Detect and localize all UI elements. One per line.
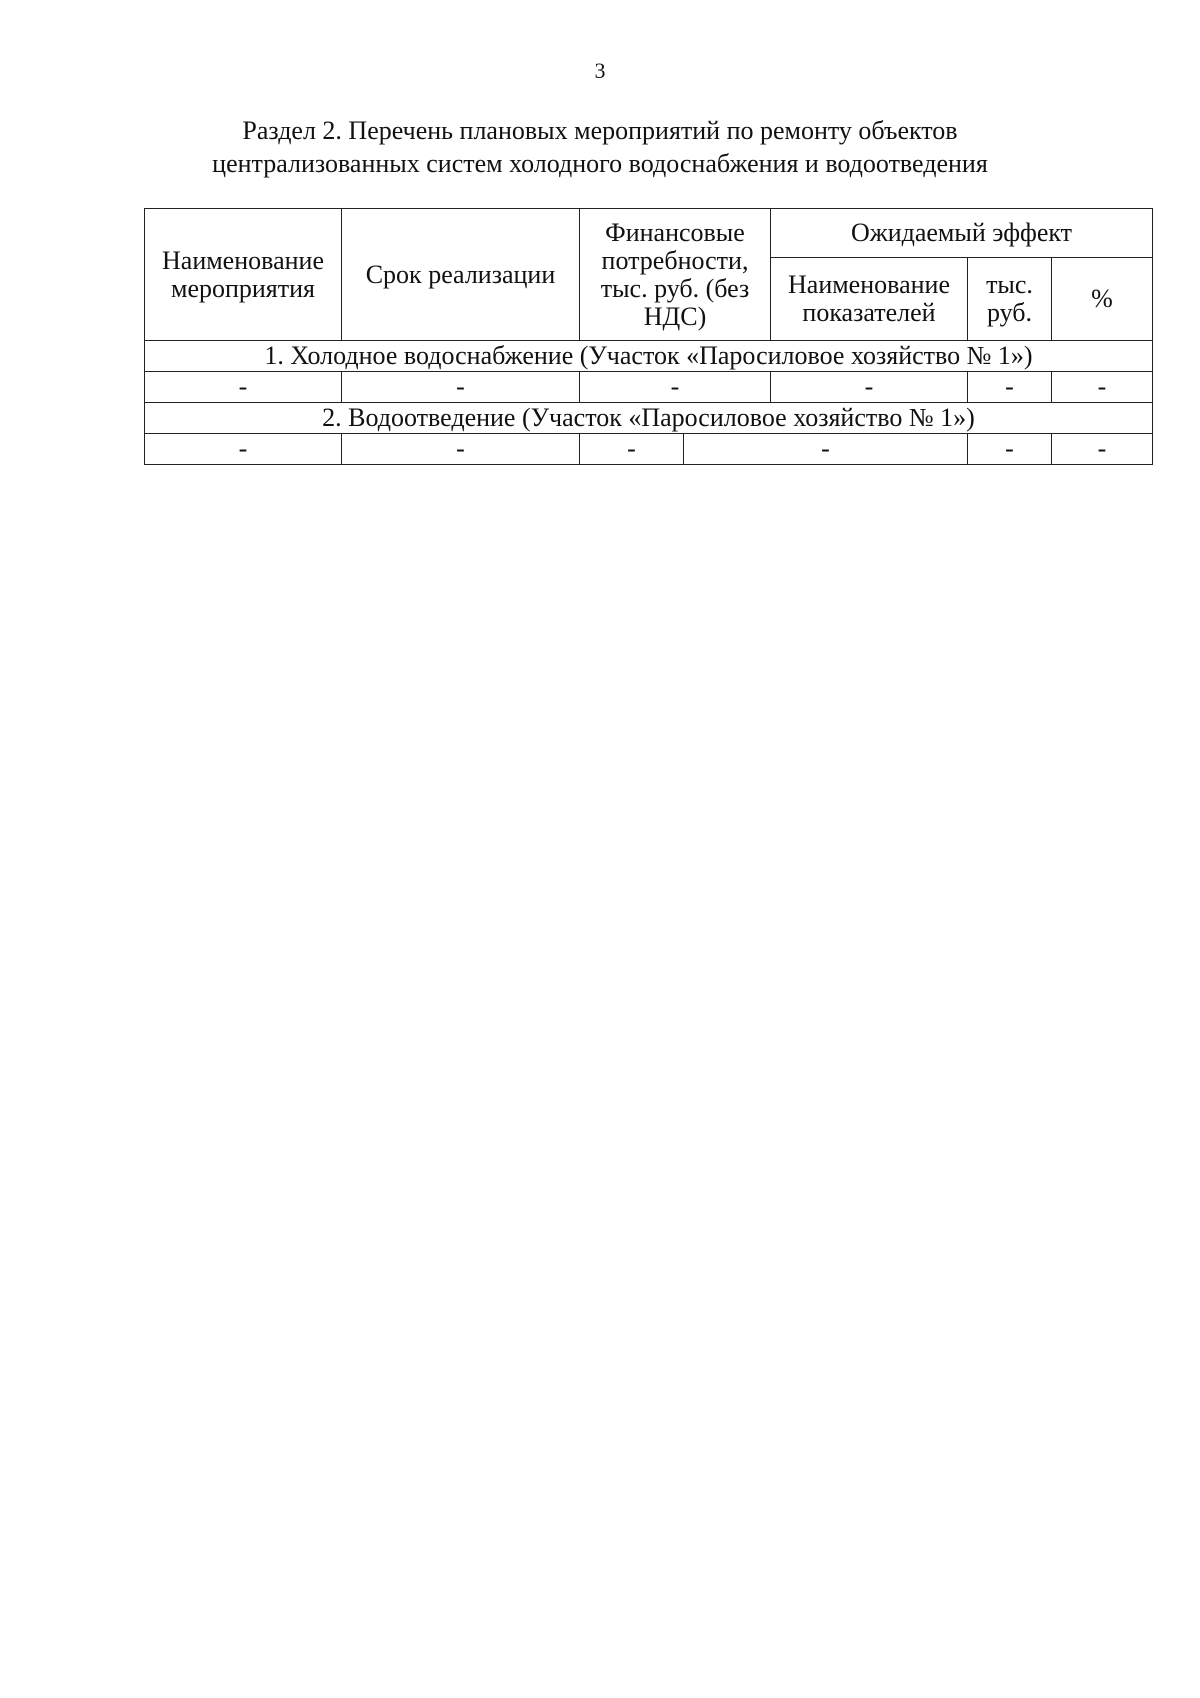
- cell-name: -: [145, 372, 342, 403]
- cell-finance: -: [580, 372, 771, 403]
- header-thousand-rub: тыс. руб.: [968, 258, 1052, 341]
- section-title-2: 2. Водоотведение (Участок «Паросиловое хозяйство № 1»): [145, 403, 1153, 434]
- section-row-2: [145, 403, 1153, 434]
- header-term: Срок реализации: [342, 209, 580, 341]
- plan-table: [144, 208, 1153, 465]
- header-name: Наименование мероприятия: [145, 209, 342, 341]
- header-finance: Финансовые потребности, тыс. руб. (без НДС): [580, 209, 771, 341]
- cell-thousand-rub: -: [968, 372, 1052, 403]
- header-row-main: [145, 209, 1153, 258]
- section-title: [0, 114, 1200, 180]
- cell-term: -: [342, 372, 580, 403]
- cell-percent: -: [1052, 372, 1153, 403]
- section-title-line-1: Раздел 2. Перечень плановых мероприятий по ремонту объектов: [242, 116, 958, 145]
- header-indicators: Наименование показателей: [771, 258, 968, 341]
- header-effect: Ожидаемый эффект: [771, 209, 1153, 258]
- cell-finance: -: [580, 434, 684, 465]
- page-number: 3: [594, 58, 606, 83]
- table-row: [145, 372, 1153, 403]
- section-title-1: 1. Холодное водоснабжение (Участок «Паросиловое хозяйство № 1»): [145, 341, 1153, 372]
- cell-indicators: -: [771, 372, 968, 403]
- cell-indicators: -: [684, 434, 968, 465]
- table-row: [145, 434, 1153, 465]
- cell-term: -: [342, 434, 580, 465]
- cell-percent: -: [1052, 434, 1153, 465]
- section-title-line-2: централизованных систем холодного водоснабжения и водоотведения: [212, 149, 988, 178]
- header-percent: %: [1052, 258, 1153, 341]
- cell-name: -: [145, 434, 342, 465]
- cell-thousand-rub: -: [968, 434, 1052, 465]
- section-row-1: [145, 341, 1153, 372]
